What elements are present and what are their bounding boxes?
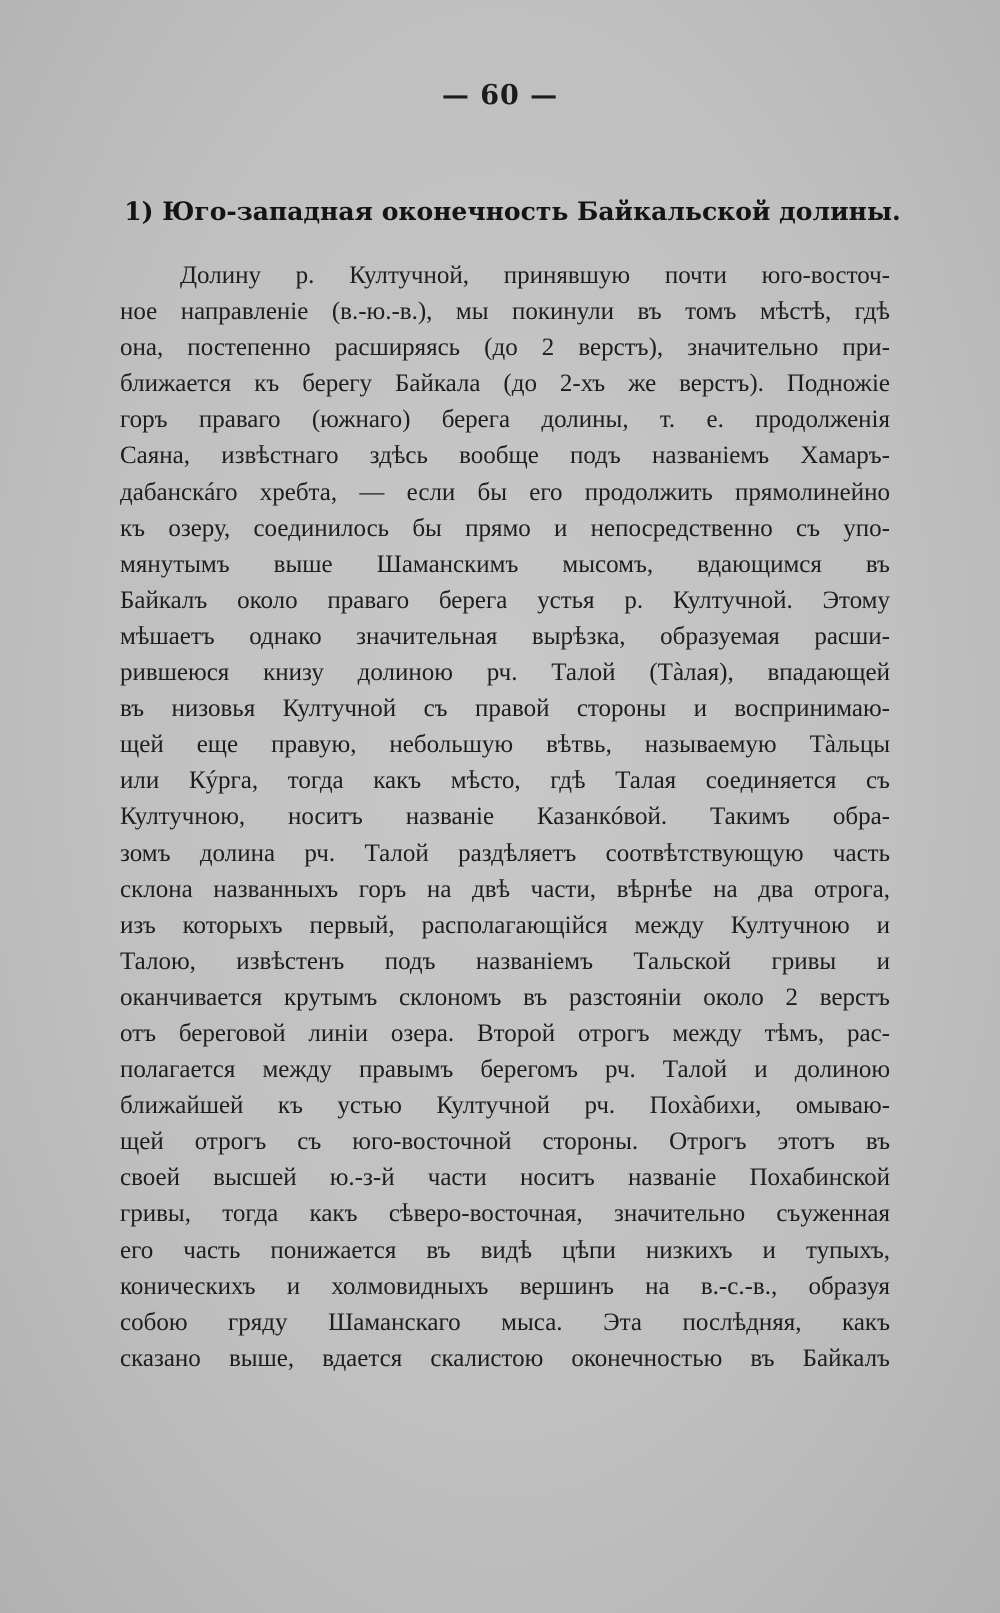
text-line: мянутымъ выше Шаманскимъ мысомъ, вдающимся въ [120, 550, 890, 578]
text-line: Долину р. Култучной, принявшую почти юго-восточ- [180, 262, 890, 289]
text-line: или Кýрга, тогда какъ мѣсто, гдѣ Талая соединяется съ [120, 767, 890, 795]
text-line: щей еще правую, небольшую вѣтвь, называемую Тàльцы [120, 731, 890, 759]
text-line: дабанскáго хребта, — если бы его продолжить прямолинейно [120, 478, 890, 506]
text-line: склона названныхъ горъ на двѣ части, вѣрнѣе на два отрога, [120, 875, 890, 903]
text-line: въ низовья Култучной съ правой стороны и воспринимаю- [120, 695, 890, 723]
text-line: къ озеру, соединилось бы прямо и непосредственно съ упо- [120, 514, 890, 542]
text-line: полагается между правымъ берегомъ рч. Талой и долиною [120, 1056, 890, 1084]
text-line: ближается къ берегу Байкала (до 2-хъ же верстъ). Подножіе [120, 370, 890, 398]
text-line: горъ праваго (южнаго) берега долины, т. е. продолженія [120, 406, 890, 434]
text-line: сказано выше, вдается скалистою оконечностью въ Байкалъ [120, 1344, 890, 1372]
text-line: своей высшей ю.-з-й части носитъ названіе Похабинской [120, 1164, 890, 1192]
text-line: щей отрогъ съ юго-восточной стороны. Отрогъ этотъ въ [120, 1128, 890, 1156]
section-heading: 1) Юго-западная оконечность Байкальской долины. [124, 197, 901, 226]
text-line: ближайшей къ устью Култучной рч. Похàбихи, омываю- [120, 1092, 890, 1120]
text-line: его часть понижается въ видѣ цѣпи низкихъ и тупыхъ, [120, 1236, 890, 1264]
text-line: она, постепенно расширяясь (до 2 верстъ), значительно при- [120, 334, 890, 362]
text-line: Саяна, извѣстнаго здѣсь вообще подъ названіемъ Хамаръ- [120, 442, 890, 470]
text-line: рившеюся книзу долиною рч. Талой (Тàлая), впадающей [120, 659, 890, 687]
text-line: зомъ долина рч. Талой раздѣляетъ соотвѣтствующую часть [120, 839, 890, 867]
text-line: изъ которыхъ первый, располагающійся между Култучною и [120, 911, 890, 939]
text-line: гривы, тогда какъ сѣверо-восточная, значительно съуженная [120, 1200, 890, 1228]
text-line: собою гряду Шаманскаго мыса. Эта послѣдняя, какъ [120, 1308, 890, 1336]
text-line: Култучною, носитъ названіе Казанкóвой. Такимъ обра- [120, 803, 890, 831]
text-line: оканчивается крутымъ склономъ въ разстояніи около 2 верстъ [120, 983, 890, 1011]
text-line: ное направленіе (в.-ю.-в.), мы покинули въ томъ мѣстѣ, гдѣ [120, 298, 890, 326]
text-line: отъ береговой линіи озера. Второй отрогъ между тѣмъ, рас- [120, 1019, 890, 1047]
text-line: мѣшаетъ однако значительная вырѣзка, образуемая расши- [120, 622, 890, 650]
page-number: — 60 — [441, 80, 559, 111]
text-line: Байкалъ около праваго берега устья р. Култучной. Этому [120, 586, 890, 614]
body-text [120, 258, 890, 1377]
text-line: коническихъ и холмовидныхъ вершинъ на в.-с.-в., образуя [120, 1272, 890, 1300]
text-line: Талою, извѣстенъ подъ названіемъ Тальской гривы и [120, 947, 890, 975]
